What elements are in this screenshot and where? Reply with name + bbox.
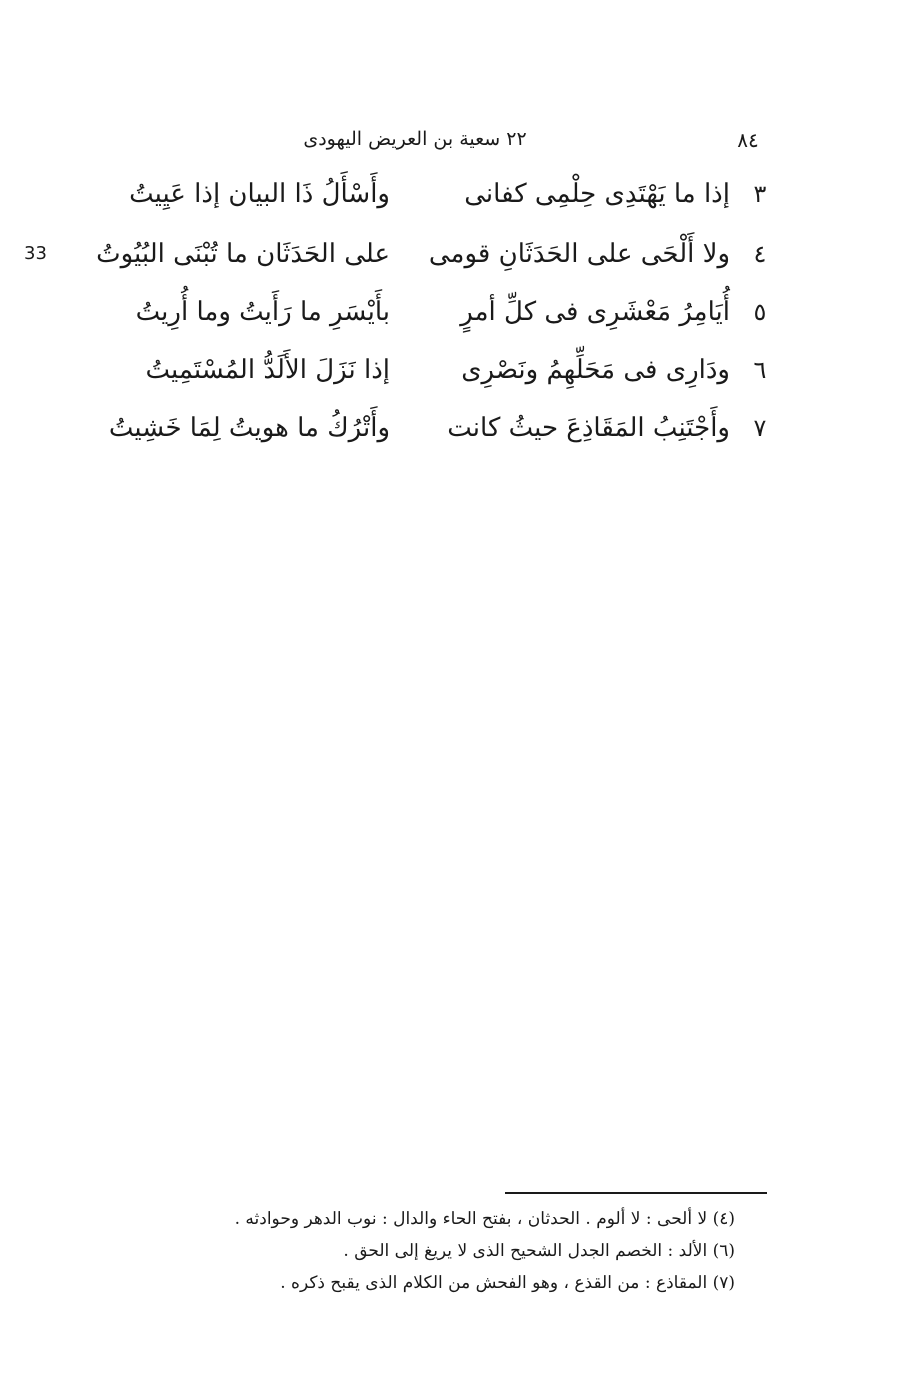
verse-second-hemistich: وأَسْأَلُ ذَا البيان إذا عَيِيتُ [129, 179, 390, 209]
verse-6 [110, 346, 775, 394]
verse-number: ٣ [753, 180, 767, 208]
verse-first-hemistich: وأَجْتَنِبُ المَقَاذِعَ حيثُ كانت [447, 413, 730, 443]
verse-5 [110, 288, 775, 336]
verse-second-hemistich: إذا نَزَلَ الأَلَدُّ المُسْتَمِيتُ [145, 355, 390, 385]
verse-second-hemistich: على الحَدَثَان ما تُبْنَى البُيُوتُ [96, 239, 390, 269]
running-header-title: ٢٢ سعية بن العريض اليهودى [303, 128, 527, 150]
margin-reference-number: 33 [24, 243, 47, 264]
verse-4 [96, 230, 775, 278]
footnote-7: (٧) المقاذع : من القذع ، وهو الفحش من الكلام الذى يقبح ذكره . [280, 1273, 735, 1293]
verse-second-hemistich: وأَتْرُكُ ما هويتُ لِمَا خَشِيتُ [108, 413, 390, 443]
verse-first-hemistich: ودَارِى فى مَحَلِّهِمُ ونَصْرِى [461, 355, 730, 385]
verse-3 [110, 170, 775, 218]
footnote-4: (٤) لا ألحى : لا ألوم . الحدثان ، بفتح الحاء والدال : نوب الدهر وحوادثه . [234, 1209, 735, 1229]
verse-second-hemistich: بأَيْسَرِ ما رَأَيتُ وما أُرِيتُ [135, 297, 390, 327]
verse-number: ٤ [753, 240, 767, 268]
verse-first-hemistich: إذا ما يَهْتَدِى حِلْمِى كفانى [464, 179, 730, 209]
verse-first-hemistich: أُيَامِرُ مَعْشَرِى فى كلِّ أمرٍ [460, 297, 730, 327]
page-number: ٨٤ [737, 128, 759, 152]
verse-number: ٥ [753, 298, 767, 326]
verse-number: ٦ [753, 356, 767, 384]
footnote-divider [505, 1192, 767, 1194]
footnote-6: (٦) الألد : الخصم الجدل الشحيح الذى لا يريغ إلى الحق . [343, 1241, 735, 1261]
verse-7 [110, 404, 775, 452]
verse-number: ٧ [753, 414, 767, 442]
verse-first-hemistich: ولا أَلْحَى على الحَدَثَانِ قومى [428, 239, 730, 269]
